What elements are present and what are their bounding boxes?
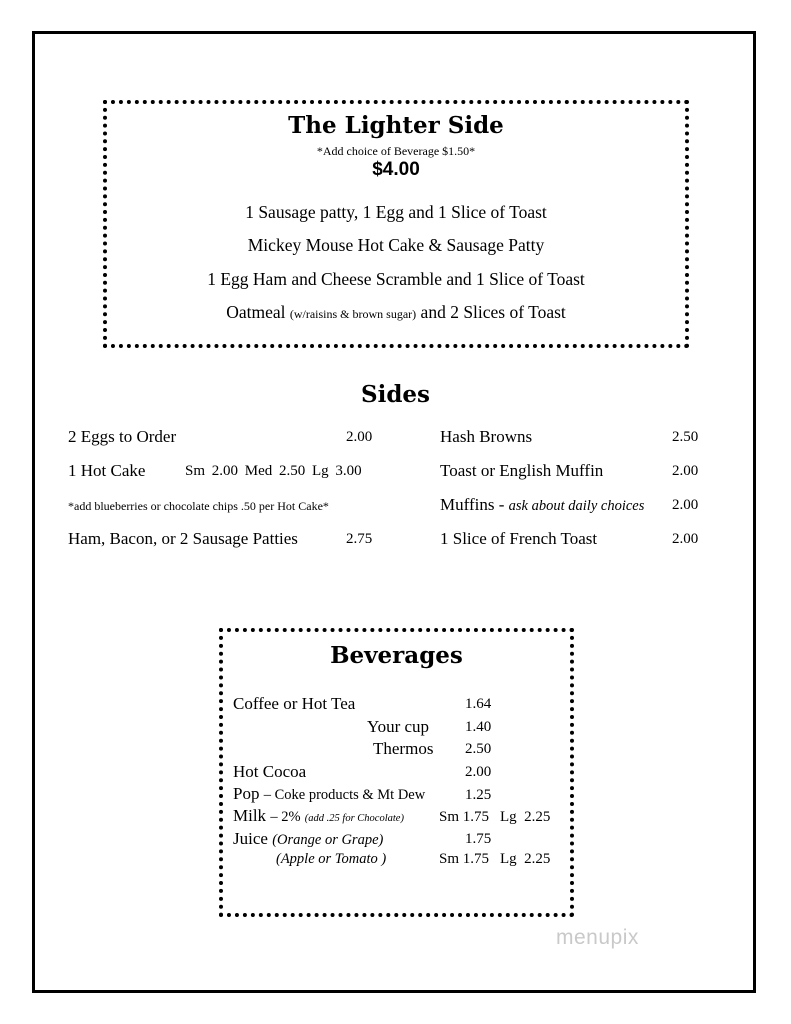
beverage-price: 1.40 [465, 719, 492, 735]
beverage-name: Milk [233, 806, 267, 825]
beverage-price: 2.50 [465, 741, 492, 757]
beverage-price-sm: Sm 1.75 [439, 809, 490, 825]
beverage-price: 1.25 [465, 787, 492, 803]
beverage-price: 1.75 [465, 831, 492, 847]
oatmeal-detail: (w/raisins & brown sugar) [289, 307, 417, 321]
lighter-item-oatmeal [107, 302, 685, 323]
side-item-name: 1 Slice of French Toast [440, 529, 598, 548]
side-item-dash: - [494, 495, 509, 514]
beverage-name: Juice [233, 829, 268, 848]
beverage-milk [233, 806, 404, 826]
beverage-juice [233, 829, 383, 849]
beverage-price: 1.64 [465, 696, 492, 712]
side-item-name: Ham, Bacon, or 2 Sausage Patties [68, 529, 298, 548]
beverage-detail: – Coke products & Mt Dew [263, 787, 426, 803]
lighter-item: 1 Egg Ham and Cheese Scramble and 1 Slice of Toast [207, 269, 585, 289]
beverage-name: Hot Cocoa [233, 762, 307, 781]
side-item-price: 2.00 [672, 497, 699, 513]
side-item-sizes: Sm 2.00 Med 2.50 Lg 3.00 [185, 463, 362, 479]
beverage-name: Coffee or Hot Tea [233, 694, 356, 713]
lighter-side-title: The Lighter Side [288, 112, 504, 139]
side-item-name: Muffins [440, 495, 495, 514]
beverage-detail: (Orange or Grape) [272, 832, 384, 848]
side-item-name: 1 Hot Cake [68, 461, 146, 480]
sides-title: Sides [360, 381, 430, 408]
oatmeal-rest: and 2 Slices of Toast [420, 302, 566, 322]
beverage-note: (add .25 for Chocolate) [304, 813, 404, 824]
side-item-price: 2.00 [346, 429, 373, 445]
beverage-pop [233, 784, 425, 804]
beverage-name: Pop [233, 784, 260, 803]
side-note: *add blueberries or chocolate chips .50 per Hot Cake* [68, 499, 329, 513]
beverage-price-lg: Lg 2.25 [500, 809, 551, 825]
beverage-detail: (Apple or Tomato ) [276, 851, 387, 867]
beverage-price-lg: Lg 2.25 [500, 851, 551, 867]
beverage-detail: – 2% [270, 809, 301, 825]
beverage-name: Your cup [367, 717, 430, 736]
lighter-item: 1 Sausage patty, 1 Egg and 1 Slice of Toast [245, 202, 547, 222]
side-item-name: 2 Eggs to Order [68, 427, 177, 446]
lighter-item: Mickey Mouse Hot Cake & Sausage Patty [247, 235, 545, 255]
side-item-price: 2.75 [346, 531, 373, 547]
beverage-price: 2.00 [465, 764, 492, 780]
side-item-price: 2.00 [672, 531, 699, 547]
side-item-name: Hash Browns [440, 427, 533, 446]
lighter-side-price: $4.00 [372, 159, 420, 180]
beverage-price-sm: Sm 1.75 [439, 851, 490, 867]
side-item-detail: ask about daily choices [508, 498, 645, 514]
beverage-name: Thermos [373, 739, 434, 758]
lighter-side-box [103, 100, 689, 348]
beverages-title: Beverages [330, 642, 463, 669]
side-item-price: 2.50 [672, 429, 699, 445]
oatmeal-name: Oatmeal [226, 302, 286, 322]
side-item-price: 2.00 [672, 463, 699, 479]
side-item-name: Toast or English Muffin [440, 461, 604, 480]
side-item-muffins [440, 495, 644, 515]
beverage-note: *Add choice of Beverage $1.50* [316, 144, 476, 158]
watermark: menupix [556, 926, 639, 949]
